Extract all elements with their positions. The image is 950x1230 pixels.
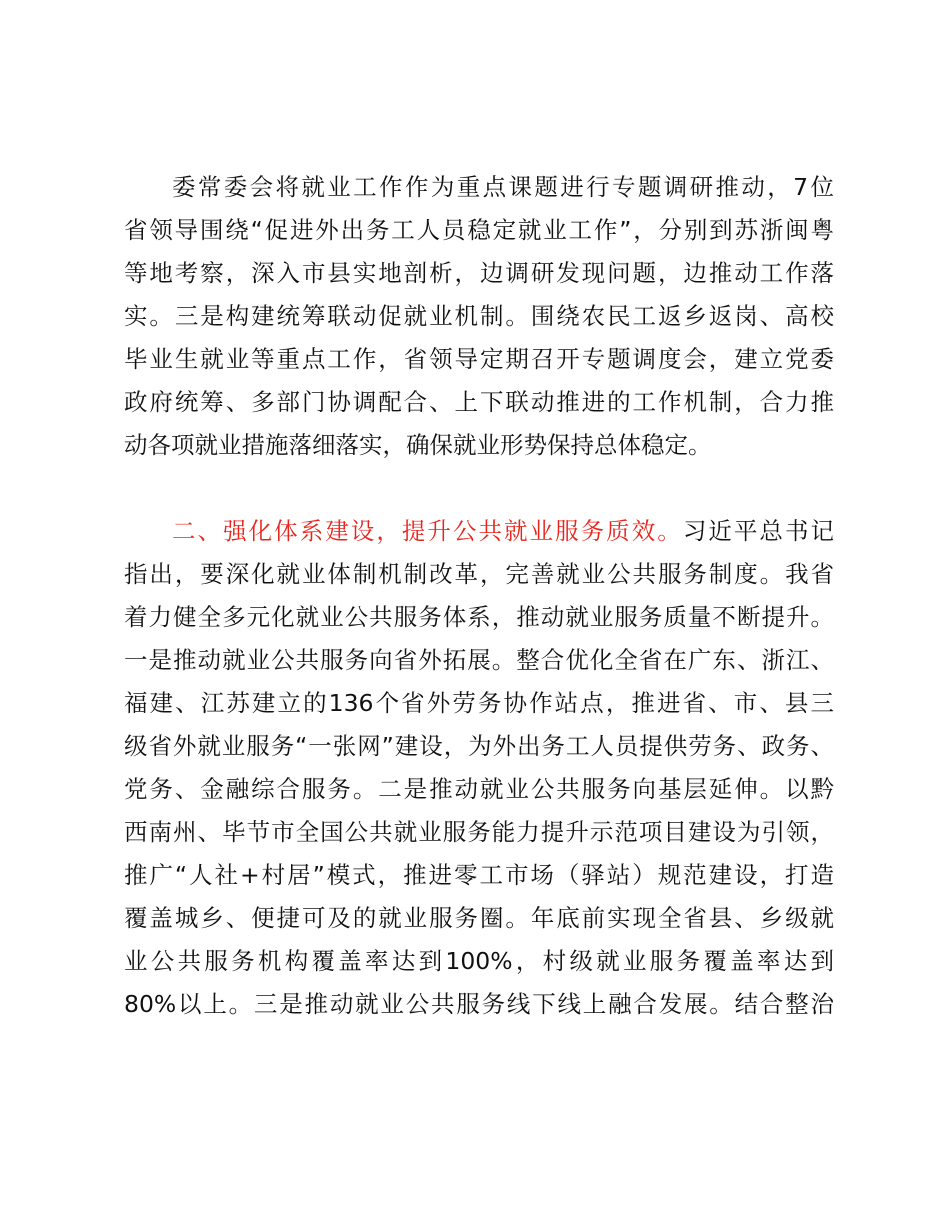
paragraph-1-line-6: 政府统筹、多部门协调配合、上下联动推进的工作机制，合力推 <box>124 388 834 416</box>
paragraph-2-line-1 <box>124 510 834 553</box>
paragraph-2-line-7: 党务、金融综合服务。二是推动就业公共服务向基层延伸。以黔 <box>124 775 834 803</box>
paragraph-1-line-7: 动各项就业措施落细落实，确保就业形势保持总体稳定。 <box>124 431 712 459</box>
paragraph-2 <box>124 510 834 1026</box>
paragraph-2-line-3: 着力健全多元化就业公共服务体系，推动就业服务质量不断提升。 <box>124 603 834 631</box>
paragraph-2-line-2: 指出，要深化就业体制机制改革，完善就业公共服务制度。我省 <box>124 560 834 588</box>
paragraph-2-line-9: 推广“人社+村居”模式，推进零工市场（驿站）规范建设，打造 <box>124 861 834 889</box>
paragraph-2-line-12: 80%以上。三是推动就业公共服务线下线上融合发展。结合整治 <box>124 990 834 1018</box>
paragraph-2-line-6: 级省外就业服务“一张网”建设，为外出务工人员提供劳务、政务、 <box>124 732 834 760</box>
section-heading: 二、强化体系建设，提升公共就业服务质效。 <box>172 517 683 545</box>
paragraph-1-line-2: 省领导围绕“促进外出务工人员稳定就业工作”，分别到苏浙闽粤 <box>124 216 834 244</box>
paragraph-1-line-3: 等地考察，深入市县实地剖析，边调研发现问题，边推动工作落 <box>124 259 834 287</box>
paragraph-2-line-5: 福建、江苏建立的136个省外劳务协作站点，推进省、市、县三 <box>124 689 834 717</box>
paragraph-1 <box>124 166 834 467</box>
paragraph-2-line-8: 西南州、毕节市全国公共就业服务能力提升示范项目建设为引领， <box>124 818 834 846</box>
paragraph-2-line-10: 覆盖城乡、便捷可及的就业服务圈。年底前实现全省县、乡级就 <box>124 904 834 932</box>
paragraph-1-line-5: 毕业生就业等重点工作，省领导定期召开专题调度会，建立党委 <box>124 345 834 373</box>
paragraph-1-line-4: 实。三是构建统筹联动促就业机制。围绕农民工返乡返岗、高校 <box>124 302 834 330</box>
paragraph-2-line-4: 一是推动就业公共服务向省外拓展。整合优化全省在广东、浙江、 <box>124 646 834 674</box>
paragraph-2-line-11: 业公共服务机构覆盖率达到100%，村级就业服务覆盖率达到 <box>124 947 834 975</box>
paragraph-1-line-1: 委常委会将就业工作作为重点课题进行专题调研推动，7位 <box>172 173 834 201</box>
paragraph-2-line-1-rest: 习近平总书记 <box>682 517 835 545</box>
